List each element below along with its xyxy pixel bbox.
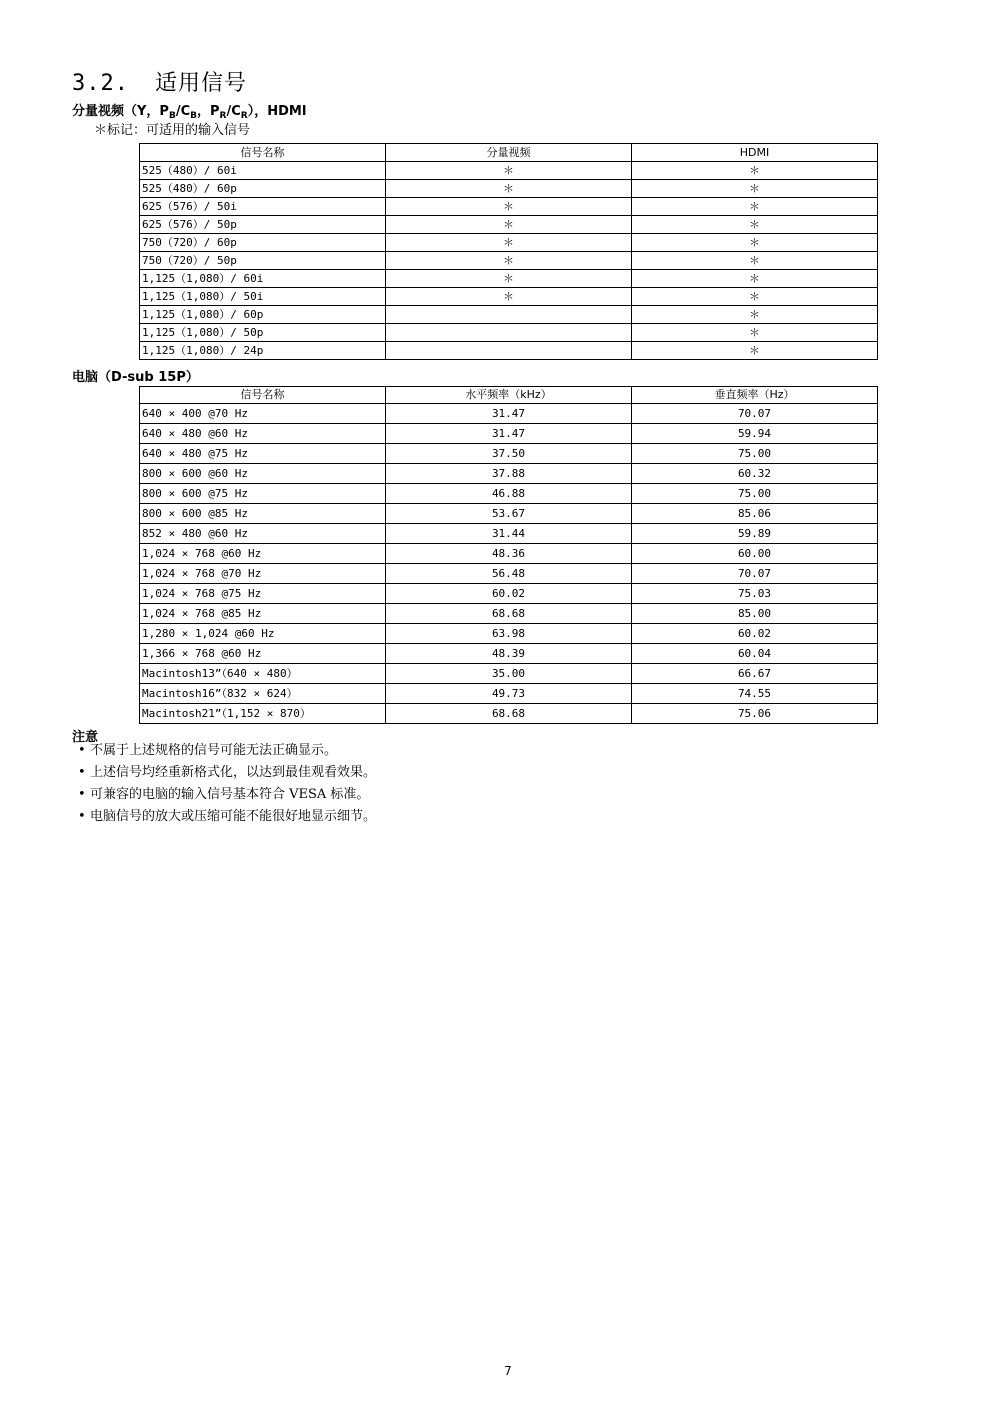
value-cell: ＊ xyxy=(632,234,878,252)
table-row xyxy=(140,644,878,664)
note-item xyxy=(78,785,376,807)
value-cell: 48.39 xyxy=(386,644,632,664)
value-cell: 59.94 xyxy=(632,424,878,444)
table-row xyxy=(140,704,878,724)
table-row xyxy=(140,484,878,504)
value-cell: 46.88 xyxy=(386,484,632,504)
value-cell: 60.02 xyxy=(386,584,632,604)
signal-name-cell: 852 × 480 @60 Hz xyxy=(140,524,386,544)
note-text: 电脑信号的放大或压缩可能不能很好地显示细节。 xyxy=(90,809,377,824)
value-cell: ＊ xyxy=(632,162,878,180)
table-row xyxy=(140,664,878,684)
value-cell: 68.68 xyxy=(386,604,632,624)
value-cell: ＊ xyxy=(632,306,878,324)
table-row xyxy=(140,252,878,270)
value-cell: 66.67 xyxy=(632,664,878,684)
value-cell xyxy=(386,324,632,342)
signal-name-cell: 1,125（1,080）/ 50i xyxy=(140,288,386,306)
column-header-vertical-freq: 垂直频率（Hz） xyxy=(632,387,878,404)
video-signal-table xyxy=(139,143,878,360)
value-cell: ＊ xyxy=(632,216,878,234)
column-header-horizontal-freq: 水平频率（kHz） xyxy=(386,387,632,404)
table-header-row xyxy=(140,144,878,162)
bullet-icon: • xyxy=(78,765,86,780)
signal-name-cell: 1,024 × 768 @75 Hz xyxy=(140,584,386,604)
video-heading-part: 分量视频（Y，P xyxy=(72,104,169,119)
table-row xyxy=(140,234,878,252)
table-row xyxy=(140,604,878,624)
table-header-row xyxy=(140,387,878,404)
table-row xyxy=(140,180,878,198)
column-header-signal-name: 信号名称 xyxy=(140,387,386,404)
table-row xyxy=(140,342,878,360)
section-number: 3.2. xyxy=(72,71,129,96)
video-heading xyxy=(72,100,307,121)
section-title-text: 适用信号 xyxy=(154,71,247,96)
value-cell: 74.55 xyxy=(632,684,878,704)
table-row xyxy=(140,424,878,444)
section-title xyxy=(72,66,247,97)
note-text: 可兼容的电脑的输入信号基本符合 VESA 标准。 xyxy=(90,787,370,802)
table-row xyxy=(140,524,878,544)
value-cell: ＊ xyxy=(632,198,878,216)
pc-heading: 电脑（D-sub 15P） xyxy=(72,370,199,385)
table-row xyxy=(140,404,878,424)
video-heading-sub: R xyxy=(240,111,248,121)
note-text: 不属于上述规格的信号可能无法正确显示。 xyxy=(90,743,338,758)
signal-name-cell: 625（576）/ 50i xyxy=(140,198,386,216)
value-cell: ＊ xyxy=(386,270,632,288)
signal-name-cell: 640 × 400 @70 Hz xyxy=(140,404,386,424)
signal-name-cell: 1,125（1,080）/ 60i xyxy=(140,270,386,288)
table-row xyxy=(140,544,878,564)
video-heading-sub: R xyxy=(219,111,227,121)
value-cell: ＊ xyxy=(386,288,632,306)
value-cell: ＊ xyxy=(386,162,632,180)
signal-name-cell: 750（720）/ 60p xyxy=(140,234,386,252)
signal-name-cell: 800 × 600 @75 Hz xyxy=(140,484,386,504)
signal-name-cell: 625（576）/ 50p xyxy=(140,216,386,234)
table-row xyxy=(140,198,878,216)
value-cell: 60.04 xyxy=(632,644,878,664)
signal-name-cell: 640 × 480 @60 Hz xyxy=(140,424,386,444)
value-cell: 85.06 xyxy=(632,504,878,524)
value-cell: 31.47 xyxy=(386,424,632,444)
signal-name-cell: 750（720）/ 50p xyxy=(140,252,386,270)
column-header-signal-name: 信号名称 xyxy=(140,144,386,162)
value-cell: ＊ xyxy=(632,324,878,342)
signal-name-cell: 1,280 × 1,024 @60 Hz xyxy=(140,624,386,644)
bullet-icon: • xyxy=(78,743,86,758)
signal-name-cell: 1,125（1,080）/ 24p xyxy=(140,342,386,360)
pc-signal-table xyxy=(139,386,878,724)
value-cell: ＊ xyxy=(632,180,878,198)
table-row xyxy=(140,504,878,524)
table-row xyxy=(140,270,878,288)
video-heading-part: /C xyxy=(226,104,241,119)
note-item xyxy=(78,741,376,763)
signal-name-cell: Macintosh13”（640 × 480） xyxy=(140,664,386,684)
video-heading-sub: B xyxy=(190,111,197,121)
table-row xyxy=(140,216,878,234)
value-cell: 75.03 xyxy=(632,584,878,604)
signal-name-cell: 1,024 × 768 @70 Hz xyxy=(140,564,386,584)
video-heading-part: ，P xyxy=(197,104,220,119)
signal-name-cell: 1,125（1,080）/ 50p xyxy=(140,324,386,342)
video-heading-part: ），HDMI xyxy=(247,104,307,119)
value-cell: 49.73 xyxy=(386,684,632,704)
value-cell: 31.47 xyxy=(386,404,632,424)
value-cell: 53.67 xyxy=(386,504,632,524)
value-cell: ＊ xyxy=(386,198,632,216)
signal-name-cell: Macintosh21”（1,152 × 870） xyxy=(140,704,386,724)
value-cell: 48.36 xyxy=(386,544,632,564)
value-cell: 31.44 xyxy=(386,524,632,544)
notes-list xyxy=(78,741,376,829)
bullet-icon: • xyxy=(78,809,86,824)
video-heading-part: /C xyxy=(175,104,191,119)
value-cell: 75.06 xyxy=(632,704,878,724)
value-cell: ＊ xyxy=(632,342,878,360)
value-cell: ＊ xyxy=(386,234,632,252)
value-cell: ＊ xyxy=(632,270,878,288)
value-cell: 37.50 xyxy=(386,444,632,464)
value-cell: 63.98 xyxy=(386,624,632,644)
signal-name-cell: 800 × 600 @60 Hz xyxy=(140,464,386,484)
value-cell: 85.00 xyxy=(632,604,878,624)
value-cell xyxy=(386,342,632,360)
notes-title: 注意 xyxy=(72,730,99,745)
value-cell: ＊ xyxy=(632,252,878,270)
signal-name-cell: 1,024 × 768 @60 Hz xyxy=(140,544,386,564)
asterisk-note: ＊标记：可适用的输入信号 xyxy=(94,123,251,138)
value-cell: 75.00 xyxy=(632,444,878,464)
table-row xyxy=(140,162,878,180)
column-header-hdmi: HDMI xyxy=(632,144,878,162)
value-cell: 60.00 xyxy=(632,544,878,564)
signal-name-cell: 1,125（1,080）/ 60p xyxy=(140,306,386,324)
value-cell: ＊ xyxy=(386,252,632,270)
table-row xyxy=(140,288,878,306)
table-row xyxy=(140,464,878,484)
note-text: 上述信号均经重新格式化，以达到最佳观看效果。 xyxy=(90,765,377,780)
value-cell: 37.88 xyxy=(386,464,632,484)
signal-name-cell: Macintosh16”（832 × 624） xyxy=(140,684,386,704)
value-cell: ＊ xyxy=(386,216,632,234)
table-row xyxy=(140,306,878,324)
value-cell: 68.68 xyxy=(386,704,632,724)
value-cell: 75.00 xyxy=(632,484,878,504)
table-row xyxy=(140,684,878,704)
value-cell: 56.48 xyxy=(386,564,632,584)
signal-name-cell: 525（480）/ 60p xyxy=(140,180,386,198)
value-cell: ＊ xyxy=(632,288,878,306)
table-row xyxy=(140,324,878,342)
table-row xyxy=(140,624,878,644)
value-cell: 70.07 xyxy=(632,564,878,584)
bullet-icon: • xyxy=(78,787,86,802)
note-item xyxy=(78,807,376,829)
signal-name-cell: 1,366 × 768 @60 Hz xyxy=(140,644,386,664)
value-cell: 60.02 xyxy=(632,624,878,644)
value-cell: ＊ xyxy=(386,180,632,198)
table-row xyxy=(140,564,878,584)
value-cell: 35.00 xyxy=(386,664,632,684)
column-header-component: 分量视频 xyxy=(386,144,632,162)
value-cell xyxy=(386,306,632,324)
value-cell: 59.89 xyxy=(632,524,878,544)
video-heading-sub: B xyxy=(168,111,176,121)
signal-name-cell: 800 × 600 @85 Hz xyxy=(140,504,386,524)
value-cell: 70.07 xyxy=(632,404,878,424)
value-cell: 60.32 xyxy=(632,464,878,484)
signal-name-cell: 525（480）/ 60i xyxy=(140,162,386,180)
note-item xyxy=(78,763,376,785)
signal-name-cell: 640 × 480 @75 Hz xyxy=(140,444,386,464)
page-number: 7 xyxy=(504,1364,512,1378)
table-row xyxy=(140,444,878,464)
signal-name-cell: 1,024 × 768 @85 Hz xyxy=(140,604,386,624)
table-row xyxy=(140,584,878,604)
